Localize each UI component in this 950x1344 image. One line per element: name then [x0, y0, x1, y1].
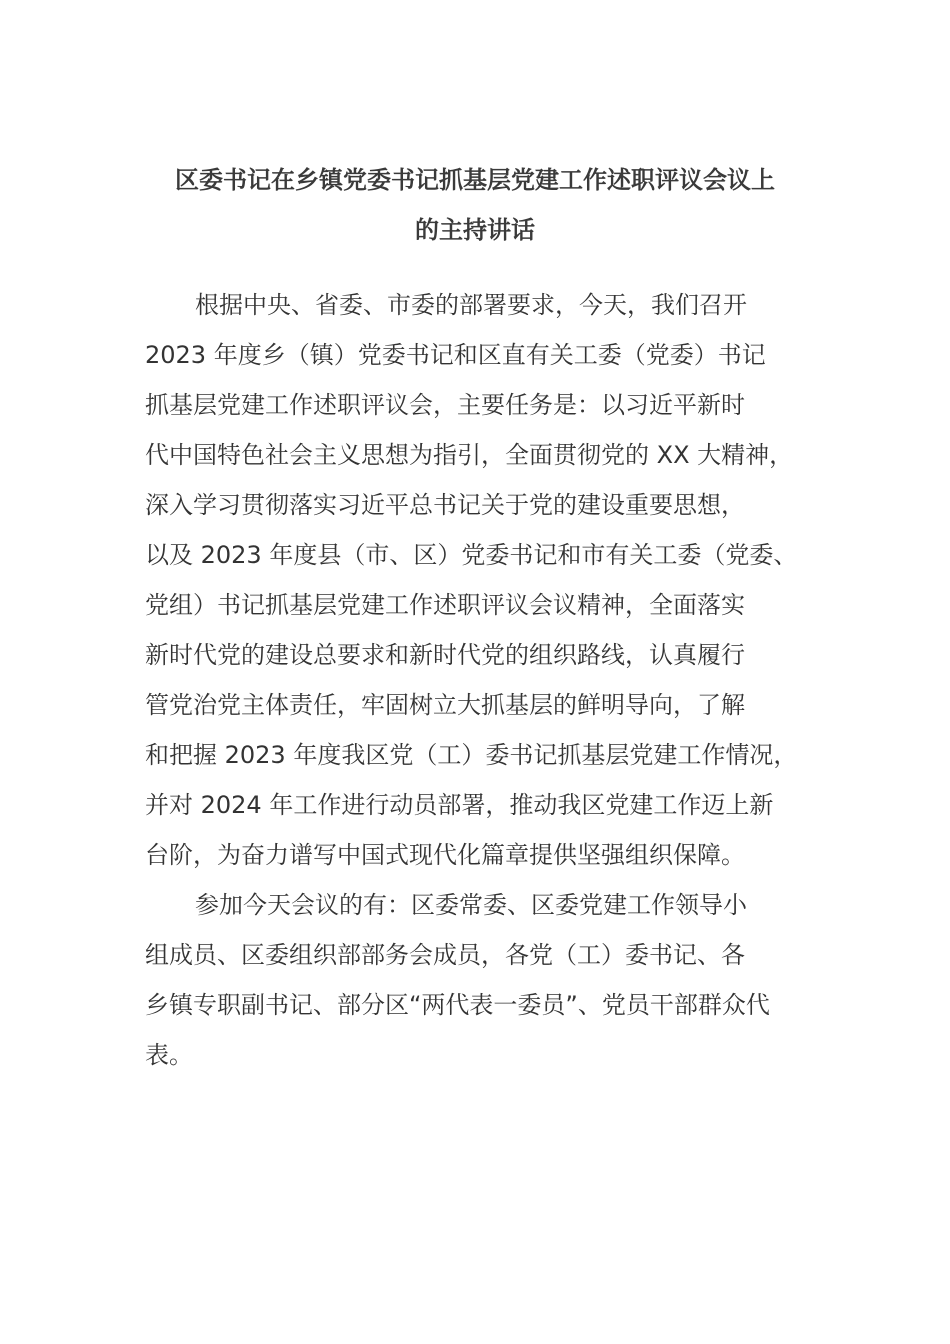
body-line-6: 以及 2023 年度县（市、区）党委书记和市有关工委（党委、 [145, 541, 798, 569]
body-line-7: 党组）书记抓基层党建工作述职评议会议精神，全面落实 [145, 591, 745, 619]
body-line-8: 新时代党的建设总要求和新时代党的组织路线，认真履行 [145, 641, 745, 669]
body-line-14: 组成员、区委组织部部务会成员，各党（工）委书记、各 [145, 941, 745, 969]
body-line-15: 乡镇专职副书记、部分区“两代表一委员”、党员干部群众代 [145, 991, 770, 1019]
body-line-5: 深入学习贯彻落实习近平总书记关于党的建设重要思想， [145, 491, 745, 519]
document-title-line-1: 区委书记在乡镇党委书记抓基层党建工作述职评议会议上 [175, 166, 775, 194]
document-title-line-2: 的主持讲话 [415, 216, 535, 244]
body-line-4: 代中国特色社会主义思想为指引，全面贯彻党的 XX 大精神， [145, 441, 794, 469]
body-line-11: 并对 2024 年工作进行动员部署，推动我区党建工作迈上新 [145, 791, 774, 819]
body-line-13: 参加今天会议的有：区委常委、区委党建工作领导小 [195, 891, 747, 919]
body-line-12: 台阶，为奋力谱写中国式现代化篇章提供坚强组织保障。 [145, 841, 745, 869]
body-line-9: 管党治党主体责任，牢固树立大抓基层的鲜明导向，了解 [145, 691, 745, 719]
body-line-10: 和把握 2023 年度我区党（工）委书记抓基层党建工作情况， [145, 741, 798, 769]
body-line-3: 抓基层党建工作述职评议会，主要任务是：以习近平新时 [145, 391, 745, 419]
body-line-2: 2023 年度乡（镇）党委书记和区直有关工委（党委）书记 [145, 341, 766, 369]
body-line-16: 表。 [145, 1041, 193, 1069]
body-line-1: 根据中央、省委、市委的部署要求，今天，我们召开 [195, 291, 747, 319]
